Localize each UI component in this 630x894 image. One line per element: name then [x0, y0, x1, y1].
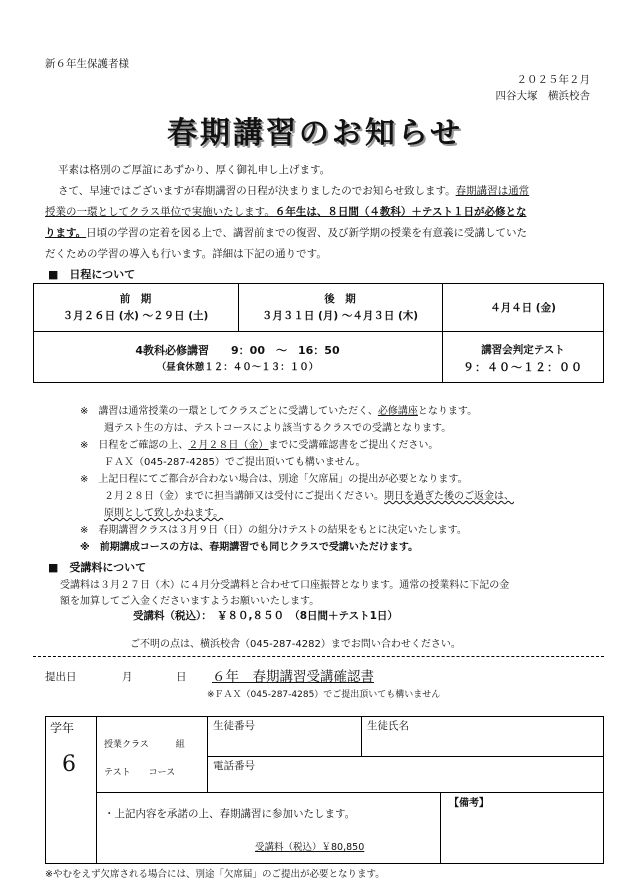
grade-value: 6: [62, 752, 76, 777]
note-2: ※ 日程をご確認の上、２月２８日（金）までに受講確認書をご提出ください。: [80, 440, 439, 451]
intro-line-1: 平素は格別のご厚誼にあずかり、厚く御礼申し上げます。: [58, 164, 331, 176]
form-title: ６年 春期講習受講確認書: [212, 669, 374, 685]
intro-line-4: ります。日頃の学習の定着を図る上で、講習前までの復習、及び新学期の授業を有意義に受講していた: [45, 227, 527, 239]
schedule-heading: ■ 日程について: [48, 268, 136, 281]
phone-label: 電話番号: [213, 760, 255, 772]
submit-date-label: 提出日: [45, 671, 77, 683]
issue-date: ２０２５年２月: [516, 74, 590, 86]
submit-month: 月: [122, 671, 133, 683]
fee-line-1: 受講料は３月２７日（木）に４月分受講料と合わせて口座振替となります。通常の授業料に下記の金: [60, 580, 510, 591]
student-name-label: 生徒氏名: [367, 720, 409, 732]
first-term-label: 前 期: [119, 293, 152, 305]
form-fee: 受講料（税込）￥80,850: [255, 842, 365, 853]
fee-heading: ■ 受講料について: [48, 561, 147, 574]
test-course-label: テスト コース: [104, 768, 176, 778]
contact-info: ご不明の点は、横浜校舎（045-287-4282）までお問い合わせください。: [130, 639, 461, 650]
lunch-break: （昼食休憩１２：４０～１３：１０）: [156, 362, 319, 373]
test-date: ４月４日 (金): [490, 302, 556, 314]
grade-label: 学年: [50, 721, 75, 735]
note-1: ※ 講習は通常授業の一環としてクラスごとに受講していただく、必修講座となります。: [80, 406, 478, 417]
intro-line-5: だくための学習の導入も行います。詳細は下記の通りです。: [45, 248, 327, 260]
fax-note: ※ＦＡＸ（045-287-4285）でご提出頂いても構いません: [207, 690, 441, 700]
test-label: 講習会判定テスト: [481, 344, 565, 356]
class-label: 授業クラス 組: [104, 740, 185, 750]
test-time: ９：４０～１２：００: [463, 361, 583, 374]
note-3c: 原則として致しかねます。: [104, 508, 224, 519]
note-3b: ２月２８日（金）までに担当講師又は受付にご提出ください。期日を過ぎた後のご返金は、: [104, 491, 514, 502]
second-term-dates: ３月３１日 (月) ～４月３日 (木): [261, 310, 419, 322]
note-4: ※ 春期講習クラスは３月９日（日）の組分けテストの結果をもとに決定いたします。: [80, 525, 467, 536]
recipient: 新６年生保護者様: [45, 58, 129, 70]
note-1b: 週テスト生の方は、テストコースにより該当するクラスでの受講となります。: [104, 423, 452, 434]
cut-line: [33, 656, 604, 657]
student-number-label: 生徒番号: [213, 720, 255, 732]
fee-amount: 受講料（税込）： ￥８０,８５０ （8日間＋テスト1日）: [133, 610, 398, 622]
school-name: 四谷大塚 横浜校舎: [495, 90, 590, 102]
note-5: ※ 前期講成コースの方は、春期講習でも同じクラスで受講いただけます。: [80, 542, 419, 553]
consent-text: ・上記内容を承諾の上、春期講習に参加いたします。: [104, 808, 356, 820]
page-title: 春期講習のお知らせ: [166, 116, 464, 151]
fee-line-2: 額を加算してご入金くださいますようお願いいたします。: [60, 596, 320, 607]
note-2b: ＦＡＸ（045-287-4285）でご提出頂いても構いません。: [104, 457, 366, 468]
second-term-label: 後 期: [324, 293, 356, 305]
remarks-label: 【備考】: [449, 798, 489, 809]
required-course: 4教科必修講習 9：00 ～ 16：50: [135, 344, 340, 357]
note-3: ※ 上記日程にてご都合が合わない場合は、別途「欠席届」の提出が必要となります。: [80, 474, 468, 485]
intro-line-2: さて、早速ではございますが春期講習の日程が決まりましたのでお知らせ致します。春期講習は通常: [58, 185, 530, 197]
intro-line-3: 授業の一環としてクラス単位で実施いたします。６年生は、８日間（４教科）＋テスト１日が必修とな: [45, 206, 527, 218]
absence-footnote: ※やむをえず欠席される場合には、別途「欠席届」のご提出が必要となります。: [45, 869, 385, 880]
first-term-dates: ３月２６日 (水) ～２９日 (土): [62, 310, 209, 322]
submit-day: 日: [176, 671, 187, 683]
